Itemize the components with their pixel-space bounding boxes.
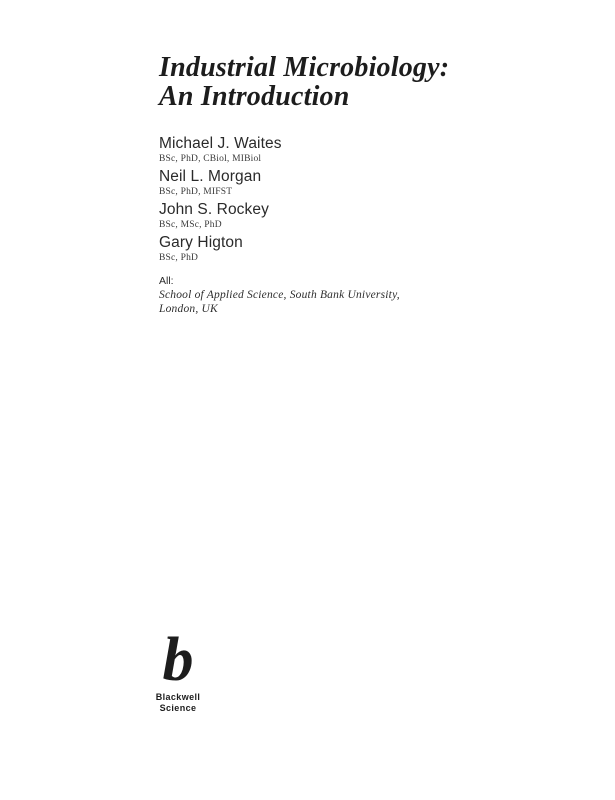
author-entry	[159, 201, 282, 231]
author-name: Neil L. Morgan	[159, 168, 262, 185]
affiliation-line-1: School of Applied Science, South Bank University,	[159, 289, 400, 301]
book-title	[159, 53, 449, 111]
author-entry	[159, 135, 282, 165]
author-entry	[159, 168, 282, 198]
book-title-line-1: Industrial Microbiology:	[159, 52, 450, 83]
publisher-name-line-2: Science	[159, 703, 197, 713]
affiliation-line-2: London, UK	[159, 303, 218, 315]
author-credentials: BSc, PhD, MIFST	[159, 187, 233, 197]
author-entry	[159, 234, 282, 264]
author-name: Gary Higton	[159, 234, 243, 251]
author-credentials: BSc, PhD	[159, 253, 199, 263]
blackwell-b-logo-icon: b	[162, 626, 194, 694]
author-name: John S. Rockey	[159, 201, 269, 218]
author-credentials: BSc, MSc, PhD	[159, 220, 222, 230]
publisher-logo	[146, 626, 210, 714]
author-credentials: BSc, PhD, CBiol, MIBiol	[159, 154, 262, 164]
affiliation-label: All:	[159, 275, 174, 287]
book-title-line-2: An Introduction	[159, 81, 350, 112]
affiliation-block	[159, 274, 400, 316]
author-name: Michael J. Waites	[159, 135, 282, 152]
authors-list	[159, 135, 282, 267]
publisher-name-line-1: Blackwell	[155, 692, 201, 702]
publisher-name	[146, 692, 210, 714]
